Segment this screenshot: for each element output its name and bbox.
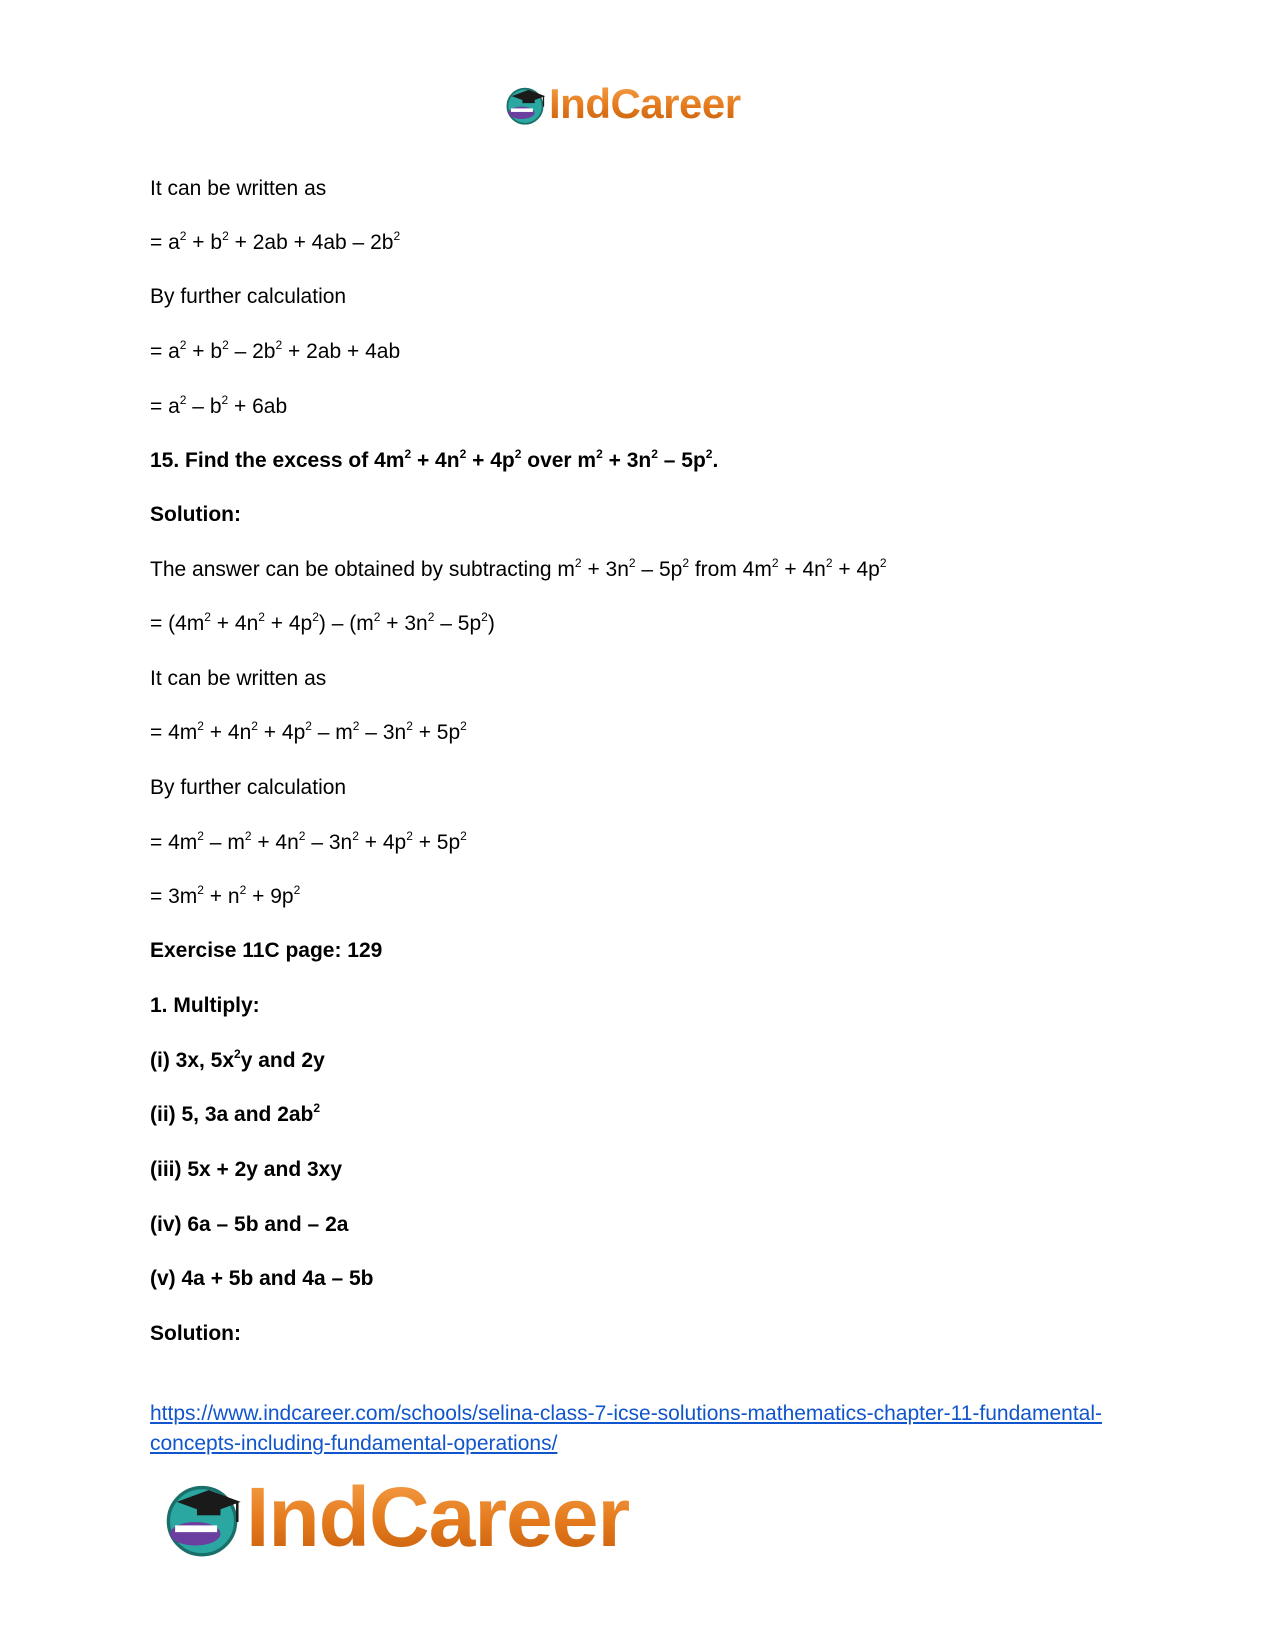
footer-logo — [160, 1472, 629, 1562]
question-1-v: (v) 4a + 5b and 4a – 5b — [150, 1267, 374, 1290]
solution-heading: Solution: — [150, 503, 241, 526]
header-logo-text: IndCareer — [549, 80, 741, 127]
question-1-iv: (iv) 6a – 5b and – 2a — [150, 1213, 349, 1236]
text-line: By further calculation — [150, 285, 347, 308]
equation-line: = $a^2 + b^2 + 2ab + 4ab - 2b^2$ — [150, 229, 401, 254]
source-url-link[interactable]: https://www.indcareer.com/schools/selina-class-7-icse-solutions-mathematics-chapter-11-fundamental-concepts-including-fundamental-operations/ — [150, 1402, 1102, 1455]
question-1-ii: (ii) 5, 3a and $2ab^2$ — [150, 1101, 321, 1126]
exercise-heading: Exercise 11C page: 129 — [150, 939, 383, 962]
solution-heading: Solution: — [150, 1322, 241, 1345]
equation-line: = $(4m^2 + 4n^2 + 4p^2) - (m^2 + 3n^2 - 5p^2)$ — [150, 610, 495, 635]
question-15: 15. Find the excess of $4m^2 + 4n^2 + 4p^2$ over $m^2 + 3n^2 - 5p^2$. — [150, 447, 719, 472]
graduation-cap-globe-book-icon — [160, 1475, 244, 1559]
equation-line: = $3m^2 + n^2 + 9p^2$ — [150, 883, 301, 908]
equation-line: = $a^2 + b^2 - 2b^2 + 2ab + 4ab$ — [150, 338, 401, 363]
text-line: The answer can be obtained by subtracting $m^2 + 3n^2 - 5p^2$ from $4m^2 + 4n^2 + 4p^2$ — [150, 556, 887, 581]
question-1: 1. Multiply: — [150, 994, 260, 1017]
header-logo — [503, 80, 741, 128]
graduation-cap-globe-book-icon — [503, 82, 547, 126]
text-line: It can be written as — [150, 667, 327, 690]
equation-line: = $a^2 - b^2 + 6ab$ — [150, 393, 288, 418]
text-line: By further calculation — [150, 776, 347, 799]
equation-line: = $4m^2 - m^2 + 4n^2 - 3n^2 + 4p^2 + 5p^2$ — [150, 829, 467, 854]
text-line: It can be written as — [150, 177, 327, 200]
question-1-iii: (iii) 5x + 2y and 3xy — [150, 1158, 343, 1181]
question-1-i: (i) 3x, $5x^2y$ and 2y — [150, 1047, 325, 1072]
equation-line: = $4m^2 + 4n^2 + 4p^2 - m^2 - 3n^2 + 5p^2$ — [150, 719, 467, 744]
footer-logo-text: IndCareer — [246, 1470, 630, 1564]
